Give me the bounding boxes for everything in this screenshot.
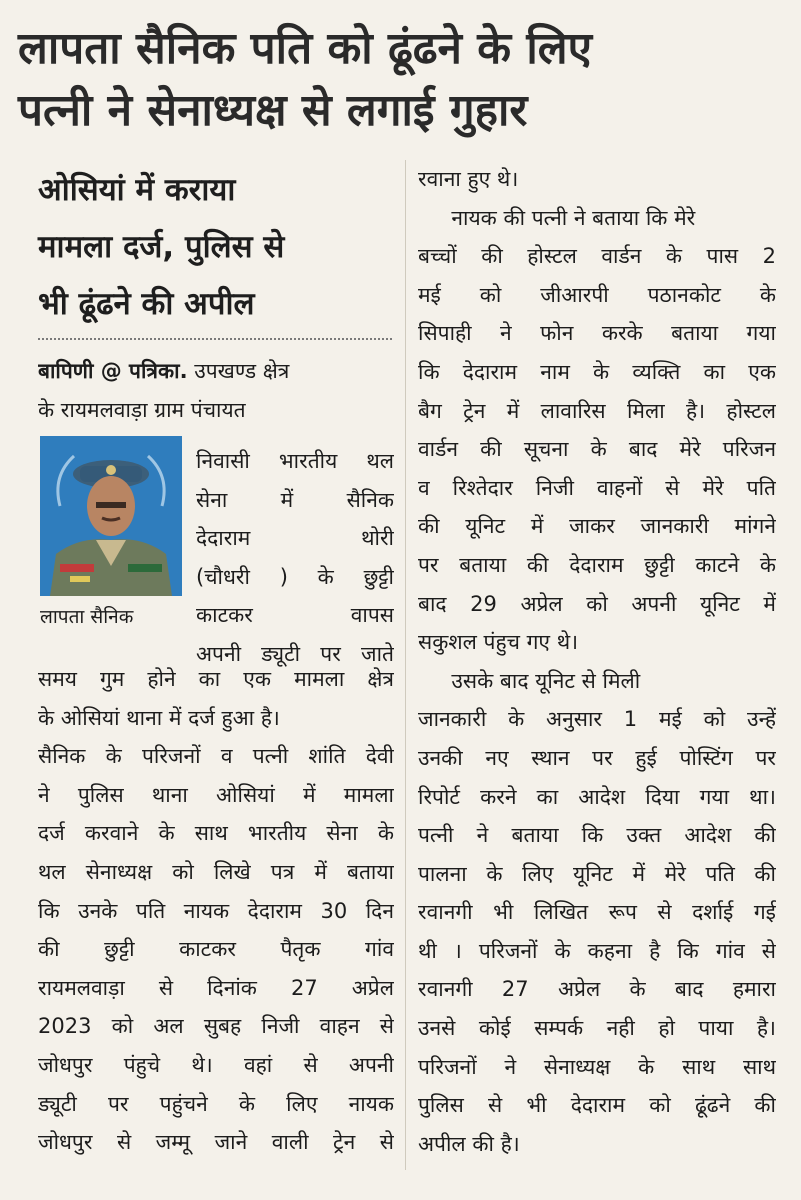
column-divider bbox=[405, 160, 406, 1170]
body-line: पत्नी ने बताया कि उक्त आदेश की bbox=[418, 823, 776, 848]
body-line: पुलिस से भी देदाराम को ढूंढने की bbox=[418, 1093, 776, 1118]
body-line: बैग ट्रेन में लावारिस मिला है। होस्टल bbox=[418, 398, 776, 423]
body-line: ड्यूटी पर पहुंचने के लिए नायक bbox=[38, 1091, 394, 1116]
body-line: उसके बाद यूनिट से मिली bbox=[418, 668, 641, 693]
headline-line: पत्नी ने सेनाध्यक्ष से लगाई गुहार bbox=[18, 85, 528, 136]
soldier-photo bbox=[40, 436, 182, 596]
body-line: काटकर वापस bbox=[196, 603, 394, 628]
body-line: देदाराम थोरी bbox=[196, 526, 394, 551]
body-line: दर्ज करवाने के साथ भारतीय सेना के bbox=[38, 821, 394, 846]
body-line: व रिश्तेदार निजी वाहनों से मेरे पति bbox=[418, 475, 776, 500]
headline bbox=[18, 18, 788, 142]
right-column-body bbox=[418, 160, 776, 1163]
subheadline bbox=[38, 162, 394, 333]
body-line: की छुट्टी काटकर पैतृक गांव bbox=[38, 937, 394, 962]
body-line: सेना में सैनिक bbox=[196, 487, 394, 512]
left-column-wrap-text bbox=[196, 442, 394, 674]
left-column-body bbox=[38, 660, 394, 1162]
body-line: की यूनिट में जाकर जानकारी मांगने bbox=[418, 514, 776, 539]
body-line: बाद 29 अप्रेल को अपनी यूनिट में bbox=[418, 591, 776, 616]
body-line: मई को जीआरपी पठानकोट के bbox=[418, 282, 776, 307]
body-line: नायक की पत्नी ने बताया कि मेरे bbox=[418, 205, 696, 230]
body-line: जोधपुर से जम्मू जाने वाली ट्रेन से bbox=[38, 1130, 394, 1155]
body-line: रवाना हुए थे। bbox=[418, 167, 519, 191]
photo-caption: लापता सैनिक bbox=[40, 606, 134, 628]
body-line: कि उनके पति नायक देदाराम 30 दिन bbox=[38, 898, 394, 923]
body-line: के रायमलवाड़ा ग्राम पंचायत bbox=[38, 397, 246, 422]
body-line: अपनी ड्यूटी पर जाते bbox=[196, 641, 394, 666]
body-line: रिपोर्ट करने का आदेश दिया गया था। bbox=[418, 784, 776, 809]
body-line: बच्चों की होस्टल वार्डन के पास 2 bbox=[418, 244, 776, 269]
body-line: जोधपुर पंहुचे थे। वहां से अपनी bbox=[38, 1052, 394, 1077]
body-line: अपील की है। bbox=[418, 1131, 520, 1156]
body-line: उनकी नए स्थान पर हुई पोस्टिंग पर bbox=[418, 745, 776, 770]
headline-line: लापता सैनिक पति को ढूंढने के लिए bbox=[18, 23, 592, 74]
body-line: रायमलवाड़ा से दिनांक 27 अप्रेल bbox=[38, 975, 394, 1000]
body-line: के ओसियां थाना में दर्ज हुआ है। bbox=[38, 705, 280, 730]
body-line: रवानगी 27 अप्रेल के बाद हमारा bbox=[418, 977, 776, 1002]
body-line: निवासी भारतीय थल bbox=[196, 449, 394, 473]
body-line: परिजनों ने सेनाध्यक्ष के साथ साथ bbox=[418, 1054, 776, 1079]
body-line: थी । परिजनों के कहना है कि गांव से bbox=[418, 938, 776, 963]
left-column-intro bbox=[38, 352, 394, 429]
section-divider bbox=[38, 338, 392, 340]
body-line: कि देदाराम नाम के व्यक्ति का एक bbox=[418, 359, 776, 384]
body-line: थल सेनाध्यक्ष को लिखे पत्र में बताया bbox=[38, 859, 394, 884]
body-line: पालना के लिए यूनिट में मेरे पति की bbox=[418, 861, 776, 886]
body-line: उनसे कोई सम्पर्क नही हो पाया है। bbox=[418, 1016, 776, 1041]
soldier-portrait-image bbox=[40, 436, 182, 596]
subheadline-line: भी ढूंढने की अपील bbox=[38, 286, 255, 322]
dateline: बापिणी @ पत्रिका. bbox=[38, 359, 188, 383]
body-line: जानकारी के अनुसार 1 मई को उन्हें bbox=[418, 707, 776, 732]
body-line bbox=[38, 352, 394, 391]
body-line: वार्डन की सूचना के बाद मेरे परिजन bbox=[418, 437, 776, 462]
body-line: ने पुलिस थाना ओसियां में मामला bbox=[38, 782, 394, 807]
body-line: सैनिक के परिजनों व पत्नी शांति देवी bbox=[38, 744, 394, 769]
body-line: (चौधरी ) के छुट्टी bbox=[196, 564, 394, 589]
body-line: पर बताया की देदाराम छुट्टी काटने के bbox=[418, 552, 776, 577]
body-line: सकुशल पंहुच गए थे। bbox=[418, 630, 579, 655]
body-line: समय गुम होने का एक मामला क्षेत्र bbox=[38, 667, 394, 691]
body-line: रवानगी भी लिखित रूप से दर्शाई गई bbox=[418, 900, 776, 925]
subheadline-line: मामला दर्ज, पुलिस से bbox=[38, 229, 285, 265]
body-line: सिपाही ने फोन करके बताया गया bbox=[418, 321, 776, 346]
body-line: 2023 को अल सुबह निजी वाहन से bbox=[38, 1014, 394, 1039]
body-text: उपखण्ड क्षेत्र bbox=[194, 359, 290, 383]
subheadline-line: ओसियां में कराया bbox=[38, 172, 236, 208]
